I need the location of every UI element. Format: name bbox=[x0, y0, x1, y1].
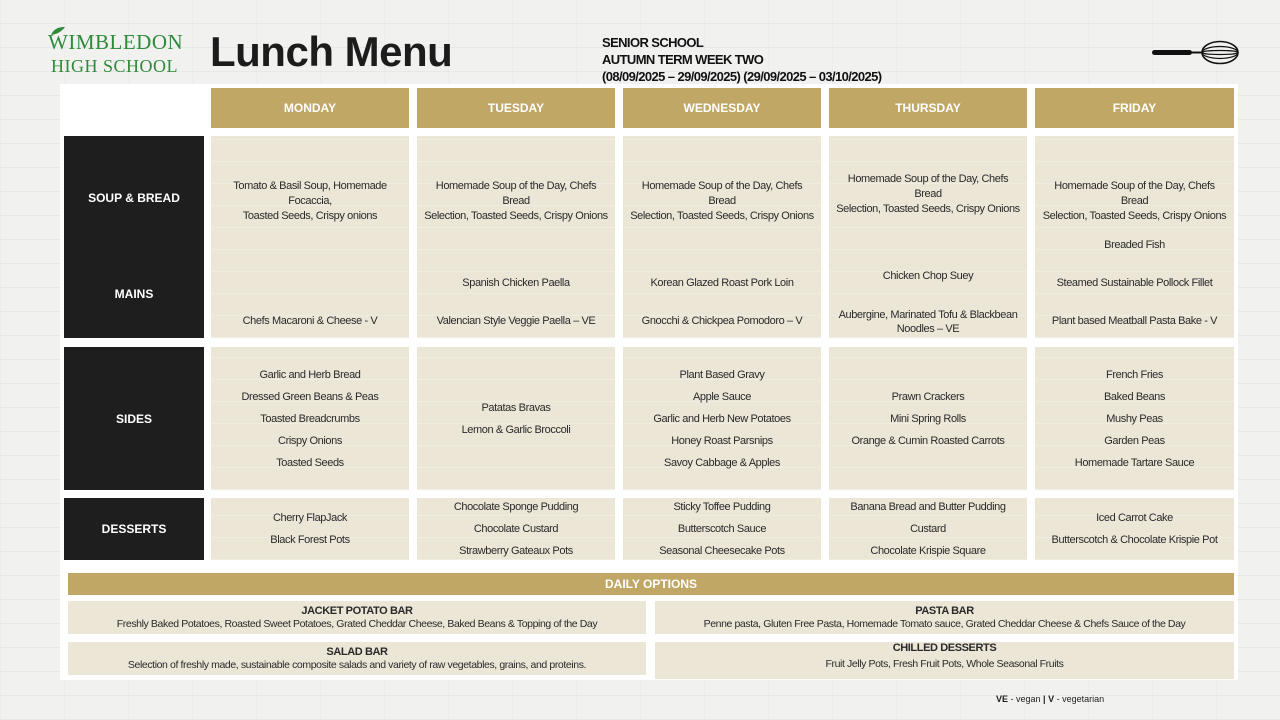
page-title: Lunch Menu bbox=[210, 28, 453, 75]
mains-wednesday-main: Korean Glazed Roast Pork Loin bbox=[650, 277, 794, 289]
dessert-item: Butterscotch & Chocolate Krispie Pot bbox=[1051, 534, 1218, 546]
side-item: Crispy Onions bbox=[278, 434, 342, 447]
dessert-item: Sticky Toffee Pudding bbox=[673, 501, 771, 513]
soup-thursday bbox=[835, 136, 1021, 252]
soup-text: Homemade Soup of the Day, Chefs Bread bbox=[1054, 179, 1215, 207]
legend-separator: | bbox=[1043, 694, 1046, 704]
cell-soup-mains-friday bbox=[1035, 136, 1234, 338]
cell-soup-mains-wednesday bbox=[623, 136, 821, 338]
mains-friday-veg: Plant based Meatball Pasta Bake - V bbox=[1051, 315, 1218, 327]
day-header-tuesday: TUESDAY bbox=[417, 88, 615, 128]
side-item: Dressed Green Beans & Peas bbox=[241, 390, 379, 403]
soup-text: Homemade Soup of the Day, Chefs Bread bbox=[847, 172, 1009, 200]
legend-vegetarian-code: V bbox=[1045, 694, 1055, 704]
dessert-item: Banana Bread and Butter Pudding bbox=[850, 501, 1006, 513]
option-description: Fruit Jelly Pots, Fresh Fruit Pots, Whole Seasonal Fruits bbox=[825, 658, 1064, 670]
dessert-item: Cherry FlapJack bbox=[272, 512, 348, 524]
soup-text: Selection, Toasted Seeds, Crispy Onions bbox=[630, 209, 814, 222]
side-item: Savoy Cabbage & Apples bbox=[664, 456, 780, 469]
diet-legend bbox=[996, 694, 1104, 704]
dessert-item: Custard bbox=[910, 523, 946, 535]
option-title: PASTA BAR bbox=[915, 605, 974, 617]
soup-text: Selection, Toasted Seeds, Crispy Onions bbox=[1042, 209, 1227, 222]
dessert-item: Chocolate Krispie Square bbox=[870, 545, 986, 557]
day-header-friday: FRIDAY bbox=[1035, 88, 1234, 128]
legend-vegan-code: VE bbox=[996, 694, 1009, 704]
soup-tuesday bbox=[423, 136, 609, 266]
row-label-sides: SIDES bbox=[64, 347, 204, 490]
side-item: Toasted Breadcrumbs bbox=[260, 412, 360, 425]
side-item: Mini Spring Rolls bbox=[890, 412, 966, 425]
mains-friday-extra: Breaded Fish bbox=[1104, 239, 1165, 251]
salad-bar bbox=[68, 642, 646, 675]
daily-options-header: DAILY OPTIONS bbox=[68, 573, 1234, 595]
option-title: CHILLED DESSERTS bbox=[892, 642, 997, 654]
side-item: Apple Sauce bbox=[693, 390, 751, 403]
side-item: Homemade Tartare Sauce bbox=[1074, 456, 1195, 469]
mains-friday-main: Steamed Sustainable Pollock Fillet bbox=[1056, 277, 1213, 289]
mains-wednesday-veg: Gnocchi & Chickpea Pomodoro – V bbox=[641, 315, 803, 327]
whisk-icon bbox=[1150, 38, 1242, 68]
soup-text: Toasted Seeds, Crispy onions bbox=[242, 209, 378, 222]
side-item: Plant Based Gravy bbox=[679, 368, 765, 381]
side-item: Mushy Peas bbox=[1106, 412, 1163, 425]
side-item: Garlic and Herb New Potatoes bbox=[653, 412, 791, 425]
soup-text: Homemade Soup of the Day, Chefs Bread bbox=[435, 179, 597, 207]
cell-sides-monday bbox=[211, 347, 409, 490]
mains-thursday-veg-line2: Noodles – VE bbox=[896, 323, 960, 335]
cell-sides-wednesday bbox=[623, 347, 821, 490]
menu-period-info bbox=[602, 34, 1022, 85]
school-section: SENIOR SCHOOL bbox=[602, 35, 704, 50]
row-label-desserts: DESSERTS bbox=[64, 498, 204, 560]
cell-desserts-friday bbox=[1035, 498, 1234, 560]
side-item: Toasted Seeds bbox=[276, 456, 344, 469]
cell-sides-friday bbox=[1035, 347, 1234, 490]
mains-monday-veg: Chefs Macaroni & Cheese - V bbox=[242, 315, 378, 327]
option-description: Freshly Baked Potatoes, Roasted Sweet Potatoes, Grated Cheddar Cheese, Baked Beans & Topping of the Day bbox=[116, 618, 598, 630]
row-label-mains: MAINS bbox=[114, 287, 154, 301]
jacket-potato-bar bbox=[68, 601, 646, 634]
dessert-item: Chocolate Custard bbox=[473, 523, 559, 535]
mains-thursday-main: Chicken Chop Suey bbox=[882, 270, 974, 282]
side-item: Honey Roast Parsnips bbox=[671, 434, 773, 447]
dessert-item: Butterscotch Sauce bbox=[677, 523, 767, 535]
pasta-bar bbox=[655, 601, 1234, 634]
dessert-item: Strawberry Gateaux Pots bbox=[459, 545, 573, 557]
school-name-line2: HIGH SCHOOL bbox=[51, 56, 178, 76]
term-week: AUTUMN TERM WEEK TWO bbox=[602, 52, 764, 67]
legend-vegetarian-text: - vegetarian bbox=[1054, 694, 1105, 704]
mains-tuesday-veg: Valencian Style Veggie Paella – VE bbox=[436, 315, 596, 327]
soup-wednesday bbox=[629, 136, 815, 266]
day-header-wednesday: WEDNESDAY bbox=[623, 88, 821, 128]
day-header-thursday: THURSDAY bbox=[829, 88, 1027, 128]
dessert-item: Black Forest Pots bbox=[270, 534, 350, 546]
side-item: Baked Beans bbox=[1103, 390, 1166, 403]
side-item: Orange & Cumin Roasted Carrots bbox=[851, 434, 1005, 447]
side-item: Garlic and Herb Bread bbox=[259, 368, 361, 381]
day-header-monday: MONDAY bbox=[211, 88, 409, 128]
cell-desserts-tuesday bbox=[417, 498, 615, 560]
option-description: Selection of freshly made, sustainable composite salads and variety of raw vegetables, grains, and proteins. bbox=[127, 659, 587, 671]
cell-sides-tuesday bbox=[417, 347, 615, 490]
side-item: French Fries bbox=[1106, 368, 1163, 381]
cell-soup-mains-monday bbox=[211, 136, 409, 338]
cell-soup-mains-thursday bbox=[829, 136, 1027, 338]
soup-monday bbox=[217, 136, 403, 266]
school-name-line1: WIMBLEDON bbox=[48, 30, 184, 54]
option-title: JACKET POTATO BAR bbox=[301, 605, 413, 617]
soup-text: Selection, Toasted Seeds, Crispy Onions bbox=[836, 202, 1020, 215]
soup-text: Selection, Toasted Seeds, Crispy Onions bbox=[424, 209, 608, 222]
side-item: Prawn Crackers bbox=[891, 390, 965, 403]
mains-thursday-veg-line1: Aubergine, Marinated Tofu & Blackbean bbox=[838, 309, 1018, 321]
side-item: Patatas Bravas bbox=[481, 401, 551, 414]
side-item: Garden Peas bbox=[1104, 434, 1165, 447]
soup-text: Homemade Soup of the Day, Chefs Bread bbox=[641, 179, 803, 207]
date-range: (08/09/2025 – 29/09/2025) (29/09/2025 – 03/10/2025) bbox=[602, 69, 882, 84]
soup-text: Tomato & Basil Soup, Homemade Focaccia, bbox=[233, 179, 387, 207]
legend-vegan-text: - vegan bbox=[1008, 694, 1044, 704]
row-label-soup-bread: SOUP & BREAD bbox=[88, 191, 180, 205]
chilled-desserts bbox=[655, 642, 1234, 679]
side-item: Lemon & Garlic Broccoli bbox=[461, 423, 571, 436]
option-description: Penne pasta, Gluten Free Pasta, Homemade Tomato sauce, Grated Cheddar Cheese & Chefs Sauce of the Day bbox=[703, 618, 1186, 630]
cell-soup-mains-tuesday bbox=[417, 136, 615, 338]
cell-desserts-monday bbox=[211, 498, 409, 560]
dessert-item: Iced Carrot Cake bbox=[1096, 512, 1173, 524]
mains-tuesday-main: Spanish Chicken Paella bbox=[462, 277, 570, 289]
cell-sides-thursday bbox=[829, 347, 1027, 490]
option-title: SALAD BAR bbox=[326, 646, 388, 658]
cell-desserts-thursday bbox=[829, 498, 1027, 560]
row-label-soup-mains bbox=[64, 136, 204, 338]
dessert-item: Chocolate Sponge Pudding bbox=[453, 501, 579, 513]
dessert-item: Seasonal Cheesecake Pots bbox=[659, 545, 785, 557]
cell-desserts-wednesday bbox=[623, 498, 821, 560]
